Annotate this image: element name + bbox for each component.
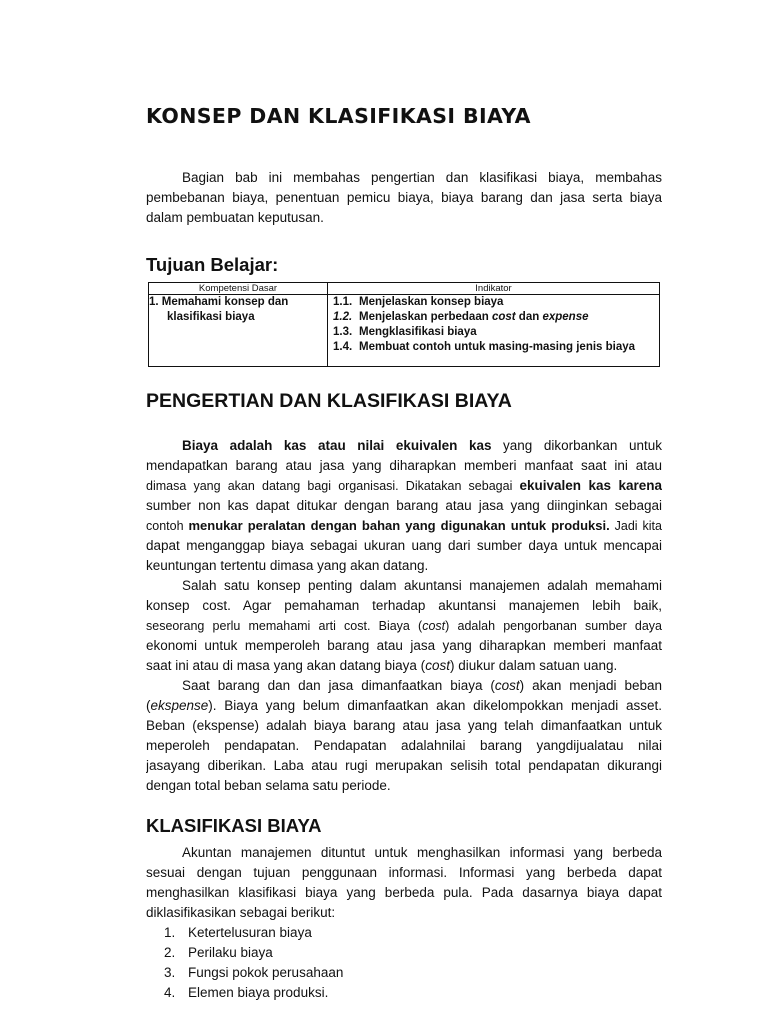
list-item: [146, 923, 662, 943]
indikator-text: dan: [515, 311, 543, 323]
document-page: [146, 0, 662, 1024]
paragraph-line: diklasifikasikan sebagai berikut:: [146, 905, 336, 920]
term-text: cost: [494, 678, 520, 693]
paragraph-line: [146, 616, 662, 636]
indikator-text: Menjelaskan perbedaan: [359, 311, 492, 323]
line-text: contoh: [146, 519, 189, 533]
line-text: ) diukur dalam satuan uang.: [449, 658, 618, 673]
indikator-item: [333, 340, 653, 355]
kompetensi-cell: [149, 295, 325, 325]
paragraph-line: [146, 436, 662, 456]
indikator-number: 1.3.: [333, 326, 353, 338]
paragraph-line: [146, 516, 662, 536]
intro-line: Bagian bab ini membahas pengertian dan klasifikasi biaya, membahas: [182, 170, 662, 185]
table-column-divider: [327, 283, 328, 366]
paragraph-line: dengan total beban selama satu periode.: [146, 778, 391, 793]
paragraph-line: menghasilkan klasifikasi biaya yang berbeda pula. Pada dasarnya biaya dapat: [146, 885, 662, 900]
paragraph-line: mendapatkan barang atau jasa yang diharapkan memberi manfaat saat ini atau: [146, 458, 662, 473]
paragraph-line: ekonomi untuk memperoleh barang atau jasa yang diharapkan memberi manfaat: [146, 638, 662, 653]
paragraph-line: [146, 696, 662, 716]
indikator-text: Menjelaskan konsep biaya: [359, 296, 504, 308]
paragraph-line: [146, 676, 662, 696]
emphasis-text: Biaya adalah kas atau nilai ekuivalen kas: [182, 438, 492, 453]
line-text: ) adalah pengorbanan sumber daya: [445, 619, 662, 633]
table-header-row: [149, 283, 659, 295]
list-number: 3.: [164, 965, 176, 980]
emphasis-text: menukar peralatan dengan bahan yang digunakan untuk produksi.: [188, 518, 610, 533]
paragraph-line: dapat menganggap biaya sebagai ukuran uang dari sumber daya untuk mencapai: [146, 538, 662, 553]
line-text: dimasa yang akan datang bagi organisasi. Dikatakan sebagai: [146, 479, 520, 493]
indikator-number: 1.4.: [333, 341, 353, 353]
klasifikasi-list: [146, 923, 662, 1003]
list-item: [146, 983, 662, 1003]
indikator-item: [333, 325, 653, 340]
col-header-indikator: Indikator: [475, 283, 512, 294]
pengertian-paragraph-1: [146, 436, 662, 576]
indikator-cell: [333, 295, 653, 355]
klasifikasi-heading: KLASIFIKASI BIAYA: [146, 815, 322, 836]
list-number: 4.: [164, 985, 176, 1000]
indikator-term: expense: [542, 311, 589, 323]
paragraph-line: jasayang diberikan. Laba atau rugi merupakan selisih total pendapatan dikurangi: [146, 758, 662, 773]
paragraph-line: Salah satu konsep penting dalam akuntansi manajemen adalah memahami: [182, 578, 662, 593]
list-number: 1.: [164, 925, 176, 940]
paragraph-line: konsep cost. Agar pemahaman terhadap akuntansi manajemen lebih baik,: [146, 598, 662, 613]
line-text: (: [146, 698, 151, 713]
term-text: ekspense: [150, 698, 209, 713]
paragraph-line: sesuai dengan tujuan penggunaan informasi. Informasi yang berbeda dapat: [146, 865, 662, 880]
line-text: ) akan menjadi beban: [519, 678, 662, 693]
pengertian-paragraph-2: [146, 576, 662, 676]
intro-paragraph: [146, 168, 662, 228]
indikator-text: Membuat contoh untuk masing-masing jenis biaya: [359, 341, 636, 353]
indikator-number: 1.1.: [333, 296, 353, 308]
col-header-kompetensi: Kompetensi Dasar: [198, 283, 278, 294]
intro-line: dalam pembuatan keputusan.: [146, 210, 324, 225]
paragraph-line: keuntungan tertentu dimasa yang akan datang.: [146, 558, 429, 573]
list-text: Elemen biaya produksi.: [188, 985, 329, 1000]
paragraph-line: [146, 476, 662, 496]
paragraph-line: sumber non kas dapat ditukar dengan barang atau jasa yang diinginkan sebagai: [146, 498, 662, 513]
tujuan-heading: Tujuan Belajar:: [146, 254, 279, 275]
line-text: Jadi kita: [609, 519, 662, 533]
list-item: [146, 943, 662, 963]
paragraph-line: Akuntan manajemen dituntut untuk menghasilkan informasi yang berbeda: [182, 845, 662, 860]
list-text: Perilaku biaya: [188, 945, 273, 960]
emphasis-text: ekuivalen kas karena: [519, 478, 662, 493]
indikator-term: cost: [491, 311, 516, 323]
list-item: [146, 963, 662, 983]
line-text: ). Biaya yang belum dimanfaatkan akan dikelompokkan menjadi asset.: [208, 698, 662, 713]
intro-line: pembebanan biaya, penentuan pemicu biaya, biaya barang dan jasa serta biaya: [146, 190, 662, 205]
line-text: Saat barang dan dan jasa dimanfaatkan biaya (: [182, 678, 495, 693]
list-number: 2.: [164, 945, 176, 960]
indikator-item: [333, 295, 653, 310]
paragraph-line: Beban (ekspense) adalah biaya barang atau jasa yang telah dimanfaatkan untuk: [146, 718, 662, 733]
list-text: Ketertelusuran biaya: [188, 925, 312, 940]
page-title: KONSEP DAN KLASIFIKASI BIAYA: [146, 104, 531, 128]
tujuan-table: [148, 282, 660, 367]
pengertian-heading: PENGERTIAN DAN KLASIFIKASI BIAYA: [146, 390, 512, 412]
list-text: Fungsi pokok perusahaan: [188, 965, 344, 980]
kompetensi-line: klasifikasi biaya: [167, 311, 255, 323]
line-text: saat ini atau di masa yang akan datang biaya (: [146, 658, 426, 673]
kompetensi-line: 1. Memahami konsep dan: [149, 296, 289, 308]
klasifikasi-paragraph: [146, 843, 662, 923]
indikator-item: [333, 310, 653, 325]
indikator-text: Mengklasifikasi biaya: [359, 326, 477, 338]
term-text: cost: [422, 619, 446, 633]
paragraph-line: [146, 656, 662, 676]
indikator-number: 1.2.: [333, 311, 353, 323]
pengertian-paragraph-3: [146, 676, 662, 796]
line-text: seseorang perlu memahami arti cost. Biaya (: [146, 619, 423, 633]
term-text: cost: [425, 658, 450, 673]
paragraph-line: meperoleh pendapatan. Pendapatan adalahnilai barang yangdijualatau nilai: [146, 738, 662, 753]
line-text: yang dikorbankan untuk: [491, 438, 662, 453]
